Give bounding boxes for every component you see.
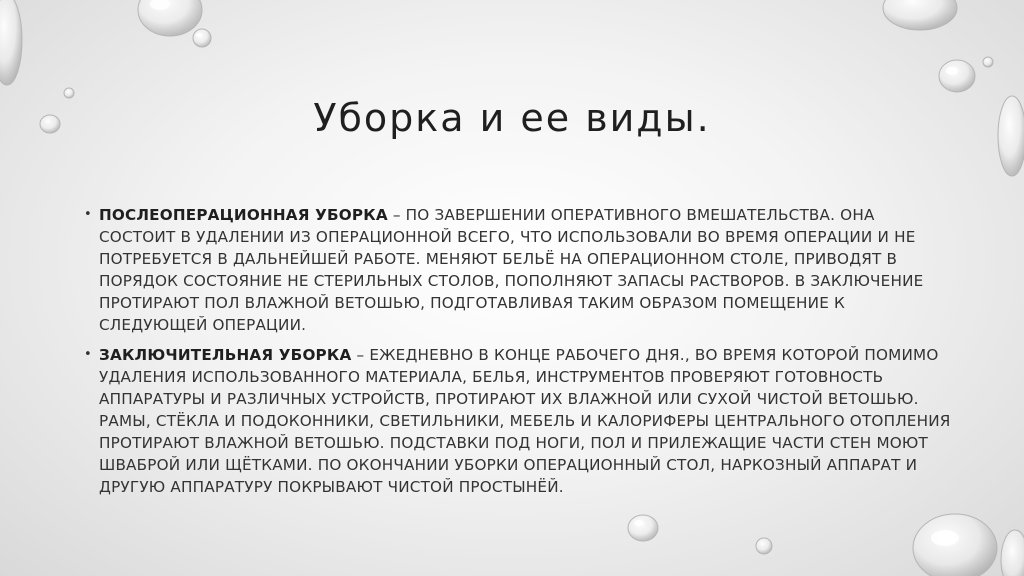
bullet-description: ПО ЗАВЕРШЕНИИ ОПЕРАТИВНОГО ВМЕШАТЕЛЬСТВА. ОНА СОСТОИТ В УДАЛЕНИИ ИЗ ОПЕРАЦИОННОЙ ВСЕГО, ЧТО ИСПОЛЬЗОВАЛИ ВО ВРЕМЯ ОПЕРАЦИИ И НЕ ПОТРЕБУЕТСЯ В ДАЛЬНЕЙШЕЙ РАБОТЕ. МЕНЯЮТ БЕЛЬЁ НА ОПЕРАЦИОННОМ СТОЛЕ, ПРИВОДЯТ В ПОРЯДОК СОСТОЯНИЕ НЕ СТЕРИЛЬНЫХ СТОЛОВ, ПОПОЛНЯЮТ ЗАПАСЫ РАСТВОРОВ. В ЗАКЛЮЧЕНИЕ ПРОТИРАЮТ ПОЛ ВЛАЖНОЙ ВЕТОШЬЮ, ПОДГОТАВЛИВАЯ ТАКИМ ОБРАЗОМ ПОМЕЩЕНИЕ К СЛЕДУЮЩЕЙ ОПЕРАЦИИ. bbox=[99, 206, 924, 334]
bullet-separator: – bbox=[387, 206, 406, 224]
bullet-symbol: • bbox=[84, 207, 92, 222]
slide-content bbox=[84, 204, 954, 506]
bullet-item-final bbox=[84, 344, 954, 498]
bullet-text bbox=[99, 344, 954, 498]
bullet-term: ЗАКЛЮЧИТЕЛЬНАЯ УБОРКА bbox=[99, 346, 352, 364]
bullet-description: ЕЖЕДНЕВНО В КОНЦЕ РАБОЧЕГО ДНЯ., ВО ВРЕМЯ КОТОРОЙ ПОМИМО УДАЛЕНИЯ ИСПОЛЬЗОВАННОГО МАТЕРИАЛА, БЕЛЬЯ, ИНСТРУМЕНТОВ ПРОВЕРЯЮТ ГОТОВНОСТЬ АППАРАТУРЫ И РАЗЛИЧНЫХ УСТРОЙСТВ, ПРОТИРАЮТ ИХ ВЛАЖНОЙ ИЛИ СУХОЙ ЧИСТОЙ ВЕТОШЬЮ. РАМЫ, СТЁКЛА И ПОДОКОННИКИ, СВЕТИЛЬНИКИ, МЕБЕЛЬ И КАЛОРИФЕРЫ ЦЕНТРАЛЬНОГО ОТОПЛЕНИЯ ПРОТИРАЮТ ВЛАЖНОЙ ВЕТОШЬЮ. ПОДСТАВКИ ПОД НОГИ, ПОЛ И ПРИЛЕЖАЩИЕ ЧАСТИ СТЕН МОЮТ ШВАБРОЙ ИЛИ ЩЁТКАМИ. ПО ОКОНЧАНИИ УБОРКИ ОПЕРАЦИОННЫЙ СТОЛ, НАРКОЗНЫЙ АППАРАТ И ДРУГУЮ АППАРАТУРУ ПОКРЫВАЮТ ЧИСТОЙ ПРОСТЫНЁЙ. bbox=[99, 346, 951, 496]
bullet-text bbox=[99, 204, 954, 336]
bullet-symbol: • bbox=[84, 347, 92, 362]
bullet-item-post-operative bbox=[84, 204, 954, 336]
bullet-separator: – bbox=[351, 346, 370, 364]
slide-title: Уборка и ее виды. bbox=[313, 96, 711, 140]
bullet-term: ПОСЛЕОПЕРАЦИОННАЯ УБОРКА bbox=[99, 206, 388, 224]
